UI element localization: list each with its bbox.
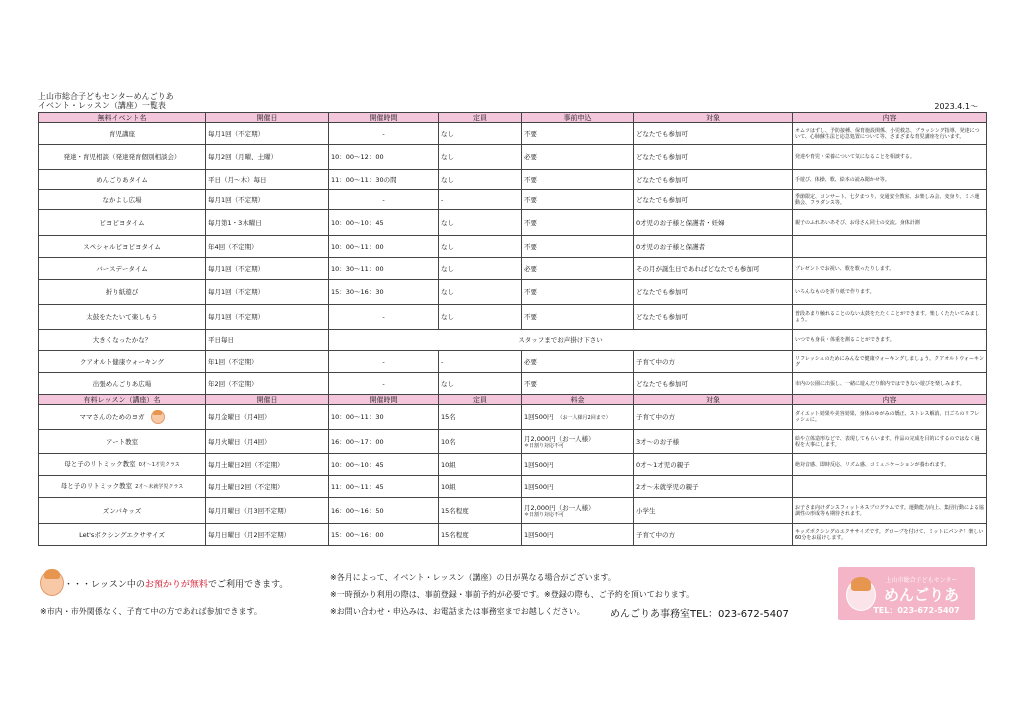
document-header — [38, 92, 174, 110]
event-capacity: - — [439, 190, 522, 210]
lesson-capacity: 10名 — [439, 430, 522, 454]
column-header: 開催日 — [206, 113, 329, 123]
event-description: 発達や育児・栄養について気になることを相談する。 — [793, 145, 987, 170]
list-title: イベント・レッスン（講座）一覧表 — [38, 101, 166, 110]
lesson-description — [793, 476, 987, 498]
event-description: リフレッシュのためにみんなで健康ウォーキングしましょう。クアオルトウォーキング — [793, 351, 987, 373]
column-header: 定員 — [439, 113, 522, 123]
table-row — [39, 330, 987, 351]
table-row — [39, 170, 987, 190]
lesson-name — [39, 524, 206, 546]
event-name: クアオルト健康ウォーキング — [39, 351, 206, 373]
lesson-target: 0才〜1才児の親子 — [634, 454, 793, 476]
lesson-name — [39, 405, 206, 430]
event-capacity: なし — [439, 305, 522, 330]
event-target: 0才児のお子様と保護者・妊婦 — [634, 210, 793, 236]
lesson-day: 毎月火曜日（月4回） — [206, 430, 329, 454]
office-phone: めんごりあ事務室TEL：023-672-5407 — [610, 609, 789, 620]
event-description: いつでも身長・体重を測ることができます。 — [793, 330, 987, 351]
staff-note: スタッフまでお声掛け下さい — [329, 330, 793, 351]
event-registration: 必要 — [522, 258, 634, 280]
event-description: プレゼントでお祝い、歌を歌ったりします。 — [793, 258, 987, 280]
lesson-day: 毎月日曜日（月2回不定期） — [206, 524, 329, 546]
event-time: - — [329, 190, 439, 210]
lesson-capacity: 10組 — [439, 454, 522, 476]
table-row — [39, 351, 987, 373]
table-row — [39, 454, 987, 476]
lesson-name — [39, 430, 206, 454]
event-registration: 不要 — [522, 210, 634, 236]
lesson-description: ダイエット効果や美容効果、身体のゆがみの矯正、ストレス解消、日ごろのリフレッシュに。 — [793, 405, 987, 430]
event-name: 育児講座 — [39, 123, 206, 145]
lesson-fee — [522, 498, 634, 524]
event-day: 年2回（不定期） — [206, 373, 329, 395]
lesson-class: 2才〜未就学児クラス — [135, 484, 184, 490]
event-target: その月が誕生日であればどなたでも参加可 — [634, 258, 793, 280]
event-registration: 不要 — [522, 280, 634, 305]
event-time: - — [329, 373, 439, 395]
event-name: バースデータイム — [39, 258, 206, 280]
childcare-note: ・・・レッスン中のお預かりが無料でご利用できます。 — [64, 580, 289, 590]
event-capacity: - — [439, 351, 522, 373]
lesson-day: 毎月金曜日（月4回） — [206, 405, 329, 430]
center-name: 上山市総合子どもセンターめんごりあ — [38, 92, 174, 101]
lesson-name — [39, 476, 206, 498]
fee-amount: 月2,000円（お一人様） — [524, 503, 595, 512]
event-registration: 不要 — [522, 373, 634, 395]
column-header: 対象 — [634, 113, 793, 123]
column-header: 対象 — [634, 395, 793, 405]
event-day: 年1回（不定期） — [206, 351, 329, 373]
lesson-fee — [522, 430, 634, 454]
lesson-class: 0才〜1才児クラス — [138, 462, 180, 468]
table-row — [39, 280, 987, 305]
header-row — [39, 395, 987, 405]
lesson-target: 小学生 — [634, 498, 793, 524]
column-header: 開催日 — [206, 395, 329, 405]
event-time: - — [329, 123, 439, 145]
event-registration: 不要 — [522, 305, 634, 330]
event-capacity: なし — [439, 373, 522, 395]
lesson-day: 毎月土曜日2回（不定期） — [206, 476, 329, 498]
event-target: 0才児のお子様と保護者 — [634, 236, 793, 258]
table-row — [39, 430, 987, 454]
header-row — [39, 113, 987, 123]
lesson-time: 11：00〜11：45 — [329, 476, 439, 498]
lesson-time: 10：00〜11：30 — [329, 405, 439, 430]
lesson-target: 2才〜未就学児の親子 — [634, 476, 793, 498]
event-name: 折り紙遊び — [39, 280, 206, 305]
lesson-description: キッズボクシングのエクササイズです。グローブを付けて、ミットにパンチ！楽しい60分をお届けします。 — [793, 524, 987, 546]
event-name: 出張めんごりあ広場 — [39, 373, 206, 395]
event-time: - — [329, 305, 439, 330]
event-time: 10：00〜10：45 — [329, 210, 439, 236]
lesson-title: 母と子のリトミック教室 — [60, 482, 133, 490]
lesson-capacity: 15名程度 — [439, 498, 522, 524]
table-row — [39, 123, 987, 145]
event-name: スペシャルピヨピヨタイム — [39, 236, 206, 258]
fee-amount: 1回500円 — [524, 460, 554, 469]
lesson-capacity: 10組 — [439, 476, 522, 498]
table-row — [39, 190, 987, 210]
event-day: 年4回（不定期） — [206, 236, 329, 258]
lesson-title: Let'sボクシングエクササイズ — [79, 530, 165, 539]
menguria-logo: 上山市総合子どもセンター めんごりあ TEL：023-672-5407 — [838, 567, 975, 620]
event-registration: 必要 — [522, 351, 634, 373]
column-header: 内容 — [793, 113, 987, 123]
lesson-description: 絵や立体造形などで、表現してもらいます。作品の完成を目的にするのではなく過程を大事にします。 — [793, 430, 987, 454]
lesson-title: ズンバキッズ — [102, 506, 142, 515]
event-time: 10：30〜11：00 — [329, 258, 439, 280]
event-name: めんごりあタイム — [39, 170, 206, 190]
table-row — [39, 305, 987, 330]
column-header: 無料イベント名 — [39, 113, 206, 123]
event-description: 手遊び、体操、歌、絵本の読み聞かせ等。 — [793, 170, 987, 190]
event-target: どなたでも参加可 — [634, 305, 793, 330]
lesson-target: 子育て中の方 — [634, 524, 793, 546]
event-day: 毎月1回（不定期） — [206, 280, 329, 305]
fee-amount: 1回500円 — [524, 413, 554, 421]
effective-date: 2023.4.1〜 — [934, 102, 978, 111]
event-day: 平日（月〜木）毎日 — [206, 170, 329, 190]
event-description: 親子のふれあいあそび、お母さん同士の交流。身体計測 — [793, 210, 987, 236]
event-day: 平日毎日 — [206, 330, 329, 351]
table-row — [39, 405, 987, 430]
lesson-title: アート教室 — [105, 437, 139, 446]
lesson-day: 毎月土曜日2回（不定期） — [206, 454, 329, 476]
event-time: 15：30〜16：30 — [329, 280, 439, 305]
column-header: 有料レッスン（講座）名 — [39, 395, 206, 405]
event-target: どなたでも参加可 — [634, 373, 793, 395]
event-name: ピヨピヨタイム — [39, 210, 206, 236]
event-target: どなたでも参加可 — [634, 170, 793, 190]
event-description: 市内の公園に出張し、一緒に遊んだり館内ではできない遊びを楽しみます。 — [793, 373, 987, 395]
event-target: どなたでも参加可 — [634, 280, 793, 305]
lesson-target: 3才〜のお子様 — [634, 430, 793, 454]
event-time: 11：00〜11：30の間 — [329, 170, 439, 190]
registration-note: ※一時預かり利用の際は、事前登録・事前予約が必要です。※登録の際も、ご予約を頂いております。 — [330, 590, 695, 599]
city-note: ※市内・市外関係なく、子育て中の方であれば参加できます。 — [40, 607, 262, 616]
event-registration: 不要 — [522, 123, 634, 145]
event-time: 10：00〜11：00 — [329, 236, 439, 258]
lesson-time: 15：00〜16：00 — [329, 524, 439, 546]
fee-amount: 月2,000円（お一人様） — [524, 434, 595, 443]
event-name: 発達・育児相談（発達発育個別相談会） — [39, 145, 206, 170]
lesson-time: 16：00〜17：00 — [329, 430, 439, 454]
event-day: 毎月2回（月曜、土曜） — [206, 145, 329, 170]
table-row — [39, 258, 987, 280]
column-header: 事前申込 — [522, 113, 634, 123]
event-day: 毎月1回（不定期） — [206, 258, 329, 280]
event-description — [793, 236, 987, 258]
lesson-fee — [522, 476, 634, 498]
lesson-fee — [522, 405, 634, 430]
column-header: 開催時間 — [329, 113, 439, 123]
lesson-title: ママさんのためのヨガ — [79, 413, 145, 421]
event-capacity: なし — [439, 210, 522, 236]
event-registration: 必要 — [522, 145, 634, 170]
event-name: なかよし広場 — [39, 190, 206, 210]
event-day: 毎月1回（不定期） — [206, 305, 329, 330]
column-header: 料金 — [522, 395, 634, 405]
event-target: 子育て中の方 — [634, 351, 793, 373]
fee-note: ＊日割り対応不可 — [524, 442, 565, 449]
lesson-description: 絶対音感、即時反応、リズム感、コミュニケーションが養われます。 — [793, 454, 987, 476]
event-capacity: なし — [439, 123, 522, 145]
event-description: 普段あまり触れることのない太鼓をたたくことができます。楽しくたたいてみましょう。 — [793, 305, 987, 330]
event-capacity: なし — [439, 280, 522, 305]
table-row — [39, 210, 987, 236]
event-capacity: なし — [439, 258, 522, 280]
schedule-note: ※各月によって、イベント・レッスン（講座）の日が異なる場合がございます。 — [330, 573, 616, 582]
column-header: 内容 — [793, 395, 987, 405]
event-capacity: なし — [439, 145, 522, 170]
table-row — [39, 145, 987, 170]
event-registration: 不要 — [522, 190, 634, 210]
fee-note: （お一人様月2回まで） — [557, 415, 611, 421]
lesson-name — [39, 498, 206, 524]
event-target: どなたでも参加可 — [634, 145, 793, 170]
lesson-time: 16：00〜16：50 — [329, 498, 439, 524]
event-capacity: なし — [439, 236, 522, 258]
table-row — [39, 373, 987, 395]
event-time: 10：00〜12：00 — [329, 145, 439, 170]
lesson-capacity: 15名程度 — [439, 524, 522, 546]
contact-note: ※お問い合わせ・申込みは、お電話または事務室までお越しください。 — [330, 607, 585, 616]
event-capacity: なし — [439, 170, 522, 190]
schedule-table — [38, 112, 987, 546]
event-target: どなたでも参加可 — [634, 123, 793, 145]
event-registration: 不要 — [522, 170, 634, 190]
event-name: 太鼓をたたいて楽しもう — [39, 305, 206, 330]
column-header: 定員 — [439, 395, 522, 405]
event-description: オムツはずし、予防接種、保育施設関係、小児救急、ブラッシング指導、発達について、心肺蘇生法と応急処置について等、さまざまな育児講座を行います。 — [793, 123, 987, 145]
lesson-name — [39, 454, 206, 476]
event-description: 季節限定、コンサート、七夕まつり、交通安全教室、お楽しみ会、変身り、ミニ運動会、フラダンス等。 — [793, 190, 987, 210]
event-description: いろんなものを折り紙で作ります。 — [793, 280, 987, 305]
lesson-time: 10：00〜10：45 — [329, 454, 439, 476]
lesson-description: お子さま向けダンスフィットネスプログラムです。運動能力向上、集団行動による協調性の形成等も期待されます。 — [793, 498, 987, 524]
table-row — [39, 476, 987, 498]
event-time: - — [329, 351, 439, 373]
event-day: 毎月1回（不定期） — [206, 123, 329, 145]
event-day: 毎月第1・3木曜日 — [206, 210, 329, 236]
fee-amount: 1回500円 — [524, 530, 554, 539]
fee-note: ＊日割り対応不可 — [524, 511, 565, 518]
event-day: 毎月1回（不定期） — [206, 190, 329, 210]
lesson-capacity: 15名 — [439, 405, 522, 430]
table-row — [39, 524, 987, 546]
lesson-day: 毎月月曜日（月3回不定期） — [206, 498, 329, 524]
column-header: 開催時間 — [329, 395, 439, 405]
lesson-fee — [522, 524, 634, 546]
lesson-title: 母と子のリトミック教室 — [64, 460, 136, 468]
lesson-target: 子育て中の方 — [634, 405, 793, 430]
child-face-icon — [151, 410, 165, 424]
fee-amount: 1回500円 — [524, 482, 554, 491]
event-registration: 不要 — [522, 236, 634, 258]
event-name: 大きくなったかな？ — [39, 330, 206, 351]
child-face-icon-footer — [40, 570, 64, 596]
table-row — [39, 236, 987, 258]
event-target: どなたでも参加可 — [634, 190, 793, 210]
lesson-fee — [522, 454, 634, 476]
table-row — [39, 498, 987, 524]
